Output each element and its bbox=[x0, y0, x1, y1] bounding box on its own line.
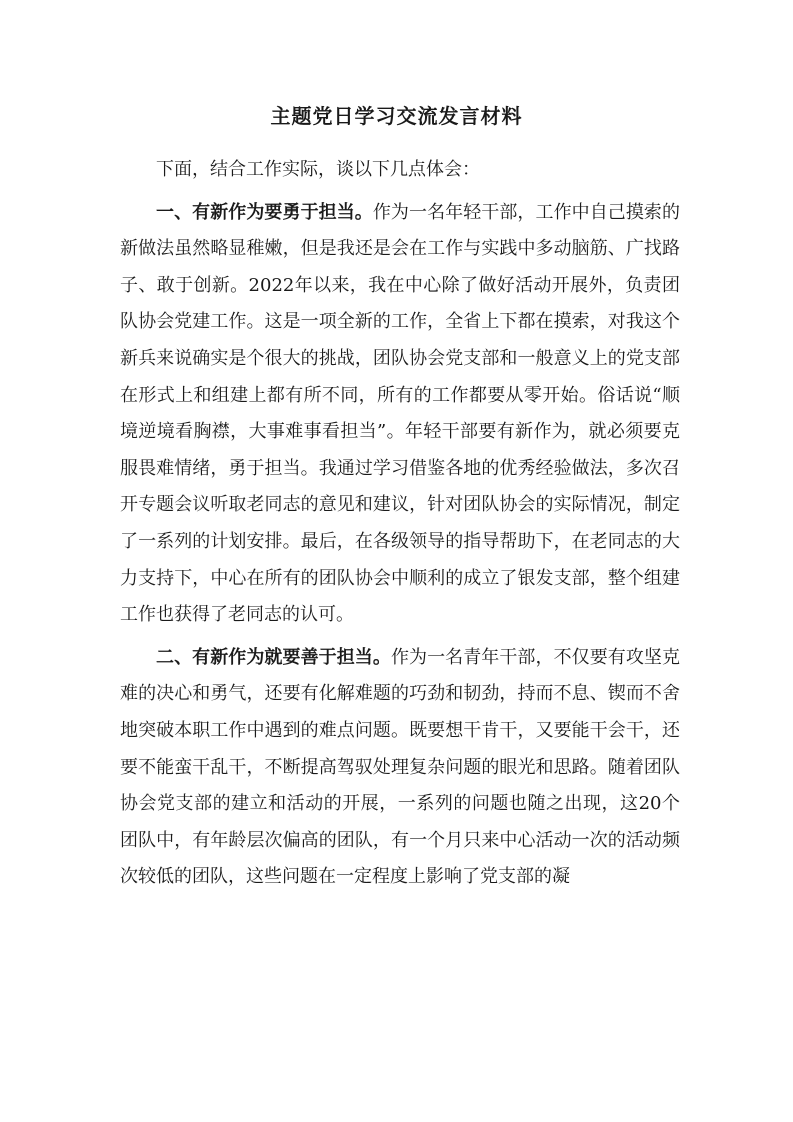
page-title: 主题党日学习交流发言材料 bbox=[270, 104, 523, 128]
section-heading-1: 一、有新作为要勇于担当。 bbox=[156, 201, 373, 223]
section-paragraph-2 bbox=[120, 640, 680, 896]
section-text-1: 作为一名年轻干部，工作中自己摸索的新做法虽然略显稚嫩，但是我还是会在工作与实践中多动脑筋、广找路子、敢于创新。2022年以来，我在中心除了做好活动开展外，负责团队协会党建工作。这是一项全新的工作，全省上下都在摸索，对我这个新兵来说确实是个很大的挑战，团队协会党支部和一般意义上的党支部在形式上和组建上都有所不同，所有的工作都要从零开始。俗话说“顺境逆境看胸襟，大事难事看担当”。年轻干部要有新作为，就必须要克服畏难情绪，勇于担当。我通过学习借鉴各地的优秀经验做法，多次召开专题会议听取老同志的意见和建议，针对团队协会的实际情况，制定了一系列的计划安排。最后，在各级领导的指导帮助下，在老同志的大力支持下，中心在所有的团队协会中顺利的成立了银发支部，整个组建工作也获得了老同志的认可。 bbox=[120, 201, 681, 626]
section-paragraph-1 bbox=[120, 195, 680, 634]
section-text-2: 作为一名青年干部，不仅要有攻坚克难的决心和勇气，还要有化解难题的巧劲和韧劲，持而不息、锲而不舍地突破本职工作中遇到的难点问题。既要想干肯干，又要能干会干，还要不能蛮干乱干，不断提高驾驭处理复杂问题的眼光和思路。随着团队协会党支部的建立和活动的开展，一系列的问题也随之出现，这20个团队中，有年龄层次偏高的团队，有一个月只来中心活动一次的活动频次较低的团队，这些问题在一定程度上影响了党支部的凝 bbox=[120, 646, 681, 888]
section-heading-2: 二、有新作为就要善于担当。 bbox=[156, 646, 391, 668]
intro-paragraph: 下面，结合工作实际，谈以下几点体会： bbox=[156, 159, 480, 180]
document-body bbox=[120, 152, 680, 896]
